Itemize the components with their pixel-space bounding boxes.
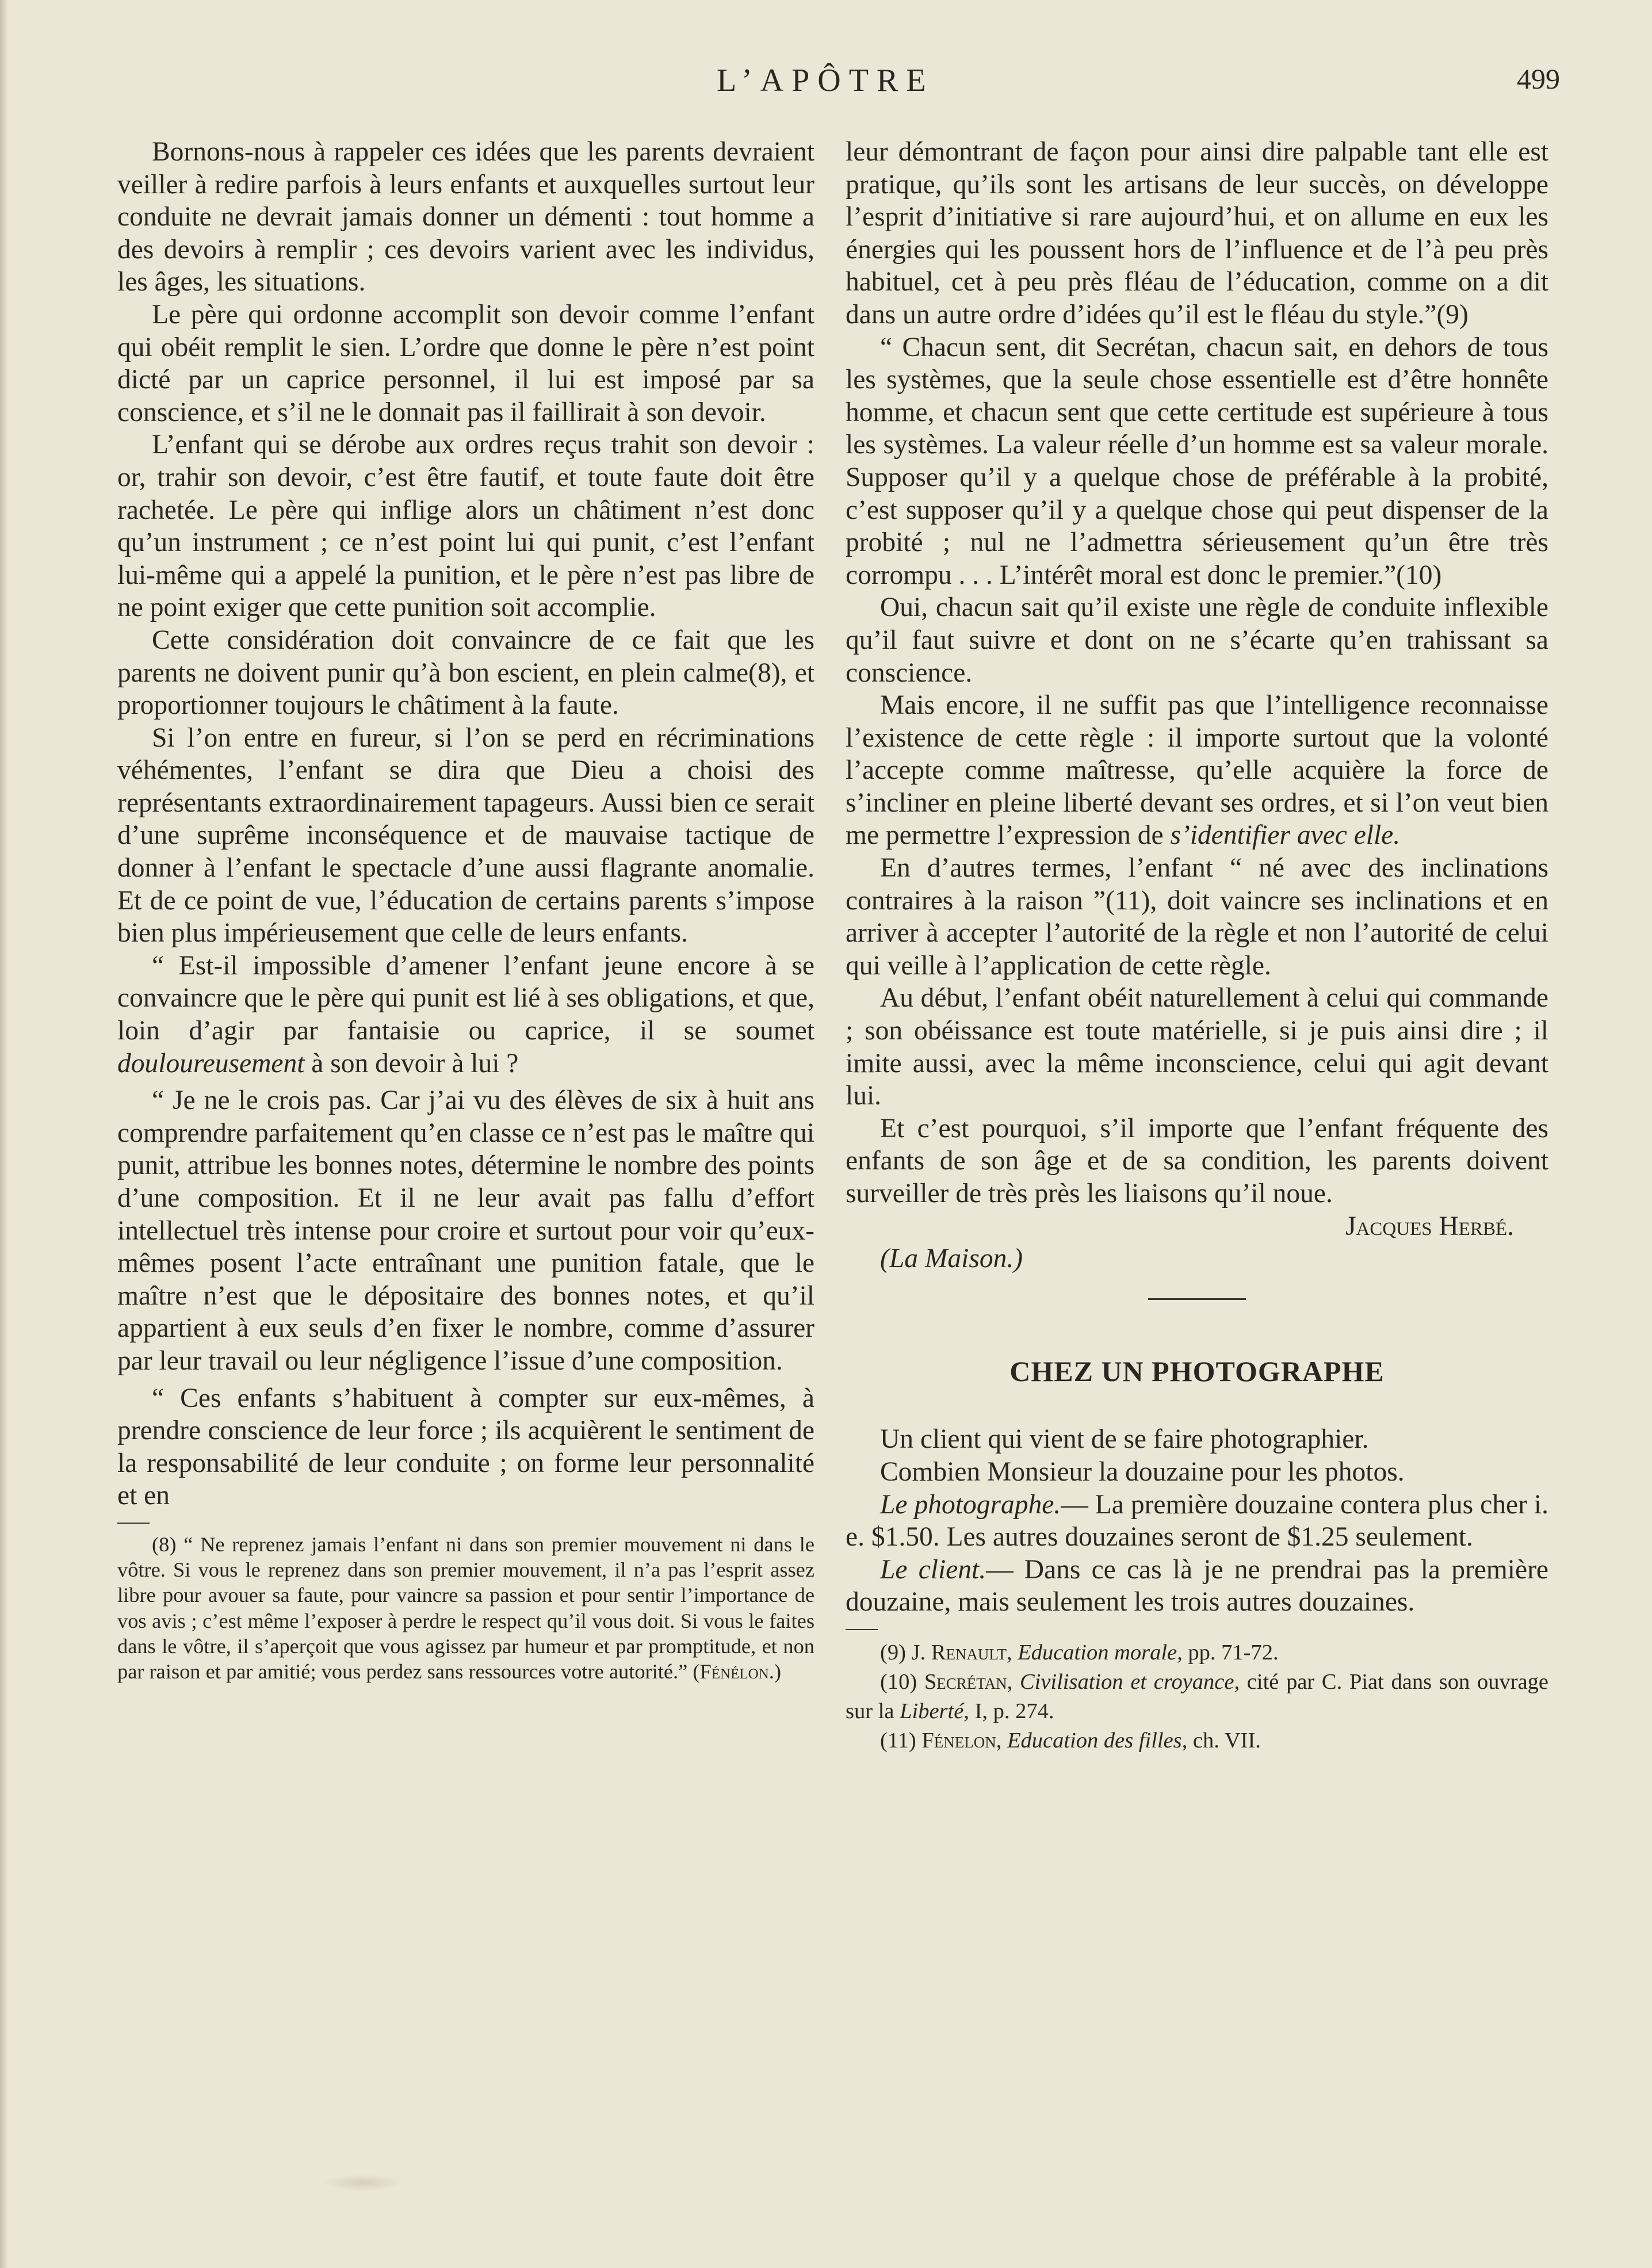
speaker: Le photographe.	[880, 1489, 1061, 1520]
left-column	[117, 136, 814, 1684]
footnote-number: (9)	[880, 1640, 906, 1665]
paragraph: Bornons-nous à rappeler ces idées que les parents devraient veiller à redire parfois à leurs enfants et auxquelles surtout leur conduite ne devrait jamais donner un démenti : tout homme a des devoirs à remplir ; ces devoirs varient avec les individus, les âges, les situations.	[117, 137, 814, 297]
emphasis: s’identifier avec elle.	[1170, 820, 1401, 851]
page-edge-shadow	[0, 0, 8, 2268]
footnote-8	[117, 1532, 814, 1684]
page-number: 499	[1517, 63, 1560, 95]
footnote-11	[846, 1726, 1548, 1755]
right-column	[846, 136, 1548, 1755]
paragraph: Oui, chacun sait qu’il existe une règle de conduite inflexible qu’il faut suivre et dont on ne s’écarte qu’en trahissant sa conscience.	[846, 592, 1548, 688]
footnote-work: Civilisation et croyance,	[1019, 1669, 1240, 1694]
footnote-author: J. Renault,	[911, 1640, 1012, 1665]
dialogue-line: Combien Monsieur la douzaine pour les photos.	[880, 1456, 1405, 1487]
footnote-rule	[117, 1523, 150, 1524]
paragraph: Cette considération doit convaincre de ce fait que les parents ne doivent punir qu’à bon escient, en plein calme(8), et proportionner toujours le châtiment à la faute.	[117, 625, 814, 721]
footnote-pages: pp. 71-72.	[1188, 1640, 1279, 1665]
footnote-work: Education des filles,	[1007, 1728, 1188, 1753]
dialogue-text: — La première douzaine contera plus cher i. e. $1.50. Les autres douzaines seront de $1.25 seulement.	[846, 1489, 1549, 1552]
section-divider	[1148, 1298, 1246, 1300]
footnote-number: (11)	[880, 1728, 916, 1753]
paragraph	[117, 950, 814, 1080]
paragraph	[846, 689, 1548, 852]
footnote-author: (Fénélon.)	[693, 1659, 781, 1683]
paragraph: leur démontrant de façon pour ainsi dire palpable tant elle est pratique, qu’ils sont les artisans de leur succès, on développe l’esprit d’initiative si rare aujourd’hui, et on allume en eux les énergies qui les poussent hors de l’influence et de l’à peu près habituel, cet à peu près fléau de l’éducation, comme on a dit dans un autre ordre d’idées qu’il est le fléau du style.”(9)	[846, 137, 1548, 330]
footnotes	[846, 1638, 1548, 1755]
paragraph: Le père qui ordonne accomplit son devoir comme l’enfant qui obéit remplit le sien. L’ordre que donne le père n’est point dicté par un caprice personnel, il lui est imposé par sa conscience, et s’il ne le donnait pas il faillirait à son devoir.	[117, 299, 814, 427]
paragraph-text: à son devoir à lui ?	[311, 1048, 519, 1078]
paragraph: Si l’on entre en fureur, si l’on se perd en récriminations véhémentes, l’enfant se dira que Dieu a choisi des représentants extraordinairement tapageurs. Aussi bien ce serait d’une suprême inconséquence et de mauvaise tactique de donner à l’enfant le spectacle d’une aussi flagrante anomalie. Et de ce point de vue, l’éducation de certains parents s’impose bien plus impérieusement que celle de leurs enfants.	[117, 722, 814, 948]
dialogue-line	[846, 1489, 1548, 1554]
source-text: (La Maison.)	[880, 1244, 1023, 1274]
footnote-author: Secrétan,	[924, 1669, 1013, 1694]
paragraph: Et c’est pourquoi, s’il importe que l’enfant fréquente des enfants de son âge et de sa condition, les parents doivent surveiller de très près les liaisons qu’il noue.	[846, 1113, 1548, 1208]
running-head	[0, 62, 1652, 108]
footnote-9	[846, 1638, 1548, 1667]
paragraph-text: “ Est-il impossible d’amener l’enfant jeune encore à se convaincre que le père qui punit est lié à ses obligations, et que, loin d’agir par fantaisie ou caprice, il se soumet	[117, 950, 814, 1046]
paragraph: “ Chacun sent, dit Secrétan, chacun sait, en dehors de tous les systèmes, que la seule chose essentielle est d’être honnête homme, et chacun sent que cette certitude est supérieure à tous les systèmes. La valeur réelle d’un homme est sa valeur morale. Supposer qu’il y a quelque chose de préférable à la probité, c’est supposer qu’il y a quelque chose qui peut dispenser de la probité ; nul ne l’admettra sérieusement qu’un être très corrompu . . . L’intérêt moral est donc le premier.”(10)	[846, 332, 1548, 590]
author-signature: Jacques Herbé.	[1345, 1211, 1514, 1241]
paragraph: En d’autres termes, l’enfant “ né avec des inclinations contraires à la raison ”(11), doit vaincre ses inclinations et en arriver à accepter l’autorité de la règle et non l’autorité de celui qui veille à l’application de cette règle.	[846, 853, 1548, 981]
dialogue-line: Un client qui vient de se faire photographier.	[880, 1424, 1369, 1455]
footnote-10	[846, 1667, 1548, 1726]
footnote-work: Liberté,	[900, 1699, 969, 1723]
dialogue-text: — Dans ce cas là je ne prendrai pas la première douzaine, mais seulement les trois autres douzaines.	[846, 1554, 1548, 1617]
paragraph: L’enfant qui se dérobe aux ordres reçus trahit son devoir : or, trahir son devoir, c’est être fautif, et toute faute doit être rachetée. Le père qui inflige alors un châtiment n’est donc qu’un instrument ; ce n’est point lui qui punit, c’est l’enfant lui-même qui a appelé la punition, et le père n’est pas libre de ne point exiger que cette punition soit accomplie.	[117, 430, 814, 623]
paragraph: “ Je ne le crois pas. Car j’ai vu des élèves de six à huit ans comprendre parfaitement qu’en classe ce n’est pas le maître qui punit, attribue les bonnes notes, détermine le nombre des points d’une composition. Et il ne leur avait pas fallu d’effort intellectuel très intense pour croire et surtout pour voir qu’eux-mêmes posent l’acte entraînant une punition fatale, que le maître n’est que le dépositaire des bonnes notes, et qu’il appartient à eux seuls d’en fixer le nombre, comme d’assurer par leur travail ou leur négligence l’issue d’une composition.	[117, 1085, 814, 1376]
footnote-work: Education morale,	[1018, 1640, 1183, 1665]
footnote-author: Fénelon,	[921, 1728, 1002, 1753]
footnote-text: (8) “ Ne reprenez jamais l’enfant ni dans son premier mouvement ni dans le vôtre. Si vous le reprenez dans son premier mouvement, il n’a pas l’esprit assez libre pour avouer sa faute, pour vaincre sa passion et pour sentir l’importance de vos avis ; c’est même l’exposer à perdre le respect qu’il vous doit. Si vous le faites dans le vôtre, il s’aperçoit que vous agissez par humeur et par promptitude, et non par raison et par amitié; vous perdez sans ressources votre autorité.”	[117, 1532, 814, 1683]
footnote-pages: I, p. 274.	[974, 1699, 1054, 1723]
paragraph: Au début, l’enfant obéit naturellement à celui qui commande ; son obéissance est toute matérielle, si je puis ainsi dire ; il imite aussi, avec la même inconscience, celui qui agit devant lui.	[846, 983, 1548, 1111]
paragraph-text: Mais encore, il ne suffit pas que l’intelligence reconnaisse l’existence de cette règle : il importe surtout que la volonté l’accepte comme maîtresse, qu’elle acquière la force de s’incliner en pleine liberté devant ses ordres, et si l’on veut bien me permettre l’expression de	[846, 690, 1548, 851]
footnote-number: (10)	[880, 1669, 917, 1694]
footnote-pages: ch. VII.	[1192, 1728, 1261, 1753]
paragraph: “ Ces enfants s’habituent à compter sur eux-mêmes, à prendre conscience de leur force ; ils acquièrent le sentiment de la responsabilité de leur conduite ; on forme leur personnalité et en	[117, 1383, 814, 1511]
dialogue-line	[846, 1554, 1548, 1619]
section-title: CHEZ UN PHOTOGRAPHE	[1009, 1355, 1385, 1387]
footnote-text: cité par C. Piat dans son ouvrage sur la	[846, 1669, 1548, 1723]
source-citation	[846, 1242, 1548, 1275]
running-title: L’APÔTRE	[717, 63, 934, 98]
page-smudge	[322, 2174, 403, 2191]
speaker: Le client.	[880, 1554, 986, 1585]
emphasis: douloureusement	[117, 1048, 305, 1078]
footnote-rule	[846, 1629, 878, 1630]
footnotes	[117, 1532, 814, 1684]
